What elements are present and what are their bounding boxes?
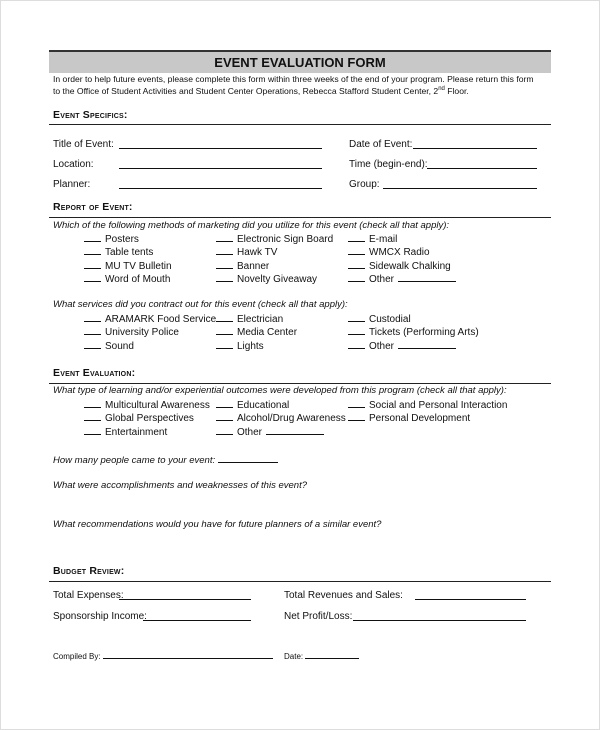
item-label: Novelty Giveaway bbox=[237, 273, 318, 285]
checklist-item bbox=[348, 232, 397, 245]
item-label: Custodial bbox=[369, 314, 411, 325]
check-blank[interactable] bbox=[348, 325, 365, 335]
check-blank[interactable] bbox=[84, 411, 101, 421]
check-blank[interactable] bbox=[84, 339, 101, 349]
budget-label: Total Revenues and Sales: bbox=[284, 590, 403, 601]
item-label: Global Perspectives bbox=[105, 413, 194, 425]
checklist-item bbox=[348, 398, 507, 411]
budget-input[interactable] bbox=[119, 590, 251, 600]
checklist-item bbox=[216, 272, 317, 285]
checklist-item bbox=[84, 259, 172, 272]
divider bbox=[49, 124, 551, 125]
item-label: Media Center bbox=[237, 327, 298, 339]
intro-sup: nd bbox=[438, 86, 445, 93]
intro-line-2 bbox=[53, 86, 469, 96]
item-label: Tickets (Performing Arts) bbox=[369, 327, 479, 339]
check-blank[interactable] bbox=[348, 259, 365, 269]
item-label: Banner bbox=[237, 260, 270, 272]
check-blank[interactable] bbox=[216, 398, 233, 408]
item-label: Hawk TV bbox=[237, 247, 278, 259]
check-blank[interactable] bbox=[216, 339, 233, 349]
field-label: Time (begin-end): bbox=[349, 159, 428, 170]
checklist-item bbox=[348, 411, 470, 424]
people-label: How many people came to your event: bbox=[53, 455, 216, 466]
check-blank[interactable] bbox=[84, 312, 101, 322]
report-heading: Report of Event: bbox=[53, 201, 133, 213]
item-label: Posters bbox=[105, 234, 139, 245]
item-label: E-mail bbox=[369, 234, 398, 245]
compiled-field[interactable] bbox=[103, 649, 273, 659]
item-label: Other bbox=[369, 340, 395, 352]
check-blank[interactable] bbox=[348, 398, 365, 408]
marketing-question: Which of the following methods of marketing did you utilize for this event (check all that apply): bbox=[53, 220, 450, 231]
intro-text: to the Office of Student Activities and Student Center Operations, Rebecca Stafford Student Center, 2 bbox=[53, 86, 439, 96]
date-field[interactable] bbox=[305, 649, 359, 659]
date-row bbox=[284, 649, 359, 661]
date-label: Date: bbox=[284, 652, 304, 661]
field-label: Date of Event: bbox=[349, 139, 413, 150]
check-blank[interactable] bbox=[348, 272, 365, 282]
check-blank[interactable] bbox=[84, 232, 101, 242]
budget-label: Total Expenses: bbox=[53, 590, 124, 601]
budget-heading: Budget Review: bbox=[53, 565, 125, 577]
checklist-item bbox=[216, 312, 283, 325]
check-blank[interactable] bbox=[348, 339, 365, 349]
checklist-item bbox=[216, 245, 277, 258]
field-input[interactable] bbox=[427, 159, 537, 169]
field-input[interactable] bbox=[119, 179, 322, 189]
field-label: Planner: bbox=[53, 179, 91, 190]
people-question bbox=[53, 453, 278, 466]
compiled-label: Compiled By: bbox=[53, 652, 101, 661]
item-label: Other bbox=[369, 273, 395, 285]
check-blank[interactable] bbox=[348, 411, 365, 421]
field-label: Location: bbox=[53, 159, 94, 170]
field-input[interactable] bbox=[383, 179, 537, 189]
check-blank[interactable] bbox=[216, 325, 233, 335]
intro-line-1: In order to help future events, please complete this form within three weeks of the end of your program. Please return this form bbox=[53, 74, 534, 84]
event-specifics-heading: Event Specifics: bbox=[53, 109, 128, 121]
checklist-item bbox=[216, 339, 264, 352]
item-label: Educational bbox=[237, 400, 290, 411]
check-blank[interactable] bbox=[84, 398, 101, 408]
checklist-item bbox=[348, 272, 456, 285]
item-label: Table tents bbox=[105, 247, 154, 259]
checklist-item bbox=[348, 339, 456, 352]
checklist-item bbox=[216, 411, 346, 424]
checklist-item bbox=[348, 312, 411, 325]
checklist-item bbox=[84, 411, 194, 424]
evaluation-heading: Event Evaluation: bbox=[53, 367, 136, 379]
other-field[interactable] bbox=[398, 339, 456, 349]
other-field[interactable] bbox=[398, 272, 456, 282]
check-blank[interactable] bbox=[348, 245, 365, 255]
check-blank[interactable] bbox=[84, 272, 101, 282]
check-blank[interactable] bbox=[348, 232, 365, 242]
divider bbox=[49, 383, 551, 384]
item-label: Entertainment bbox=[105, 426, 168, 438]
other-field[interactable] bbox=[266, 425, 324, 435]
field-input[interactable] bbox=[413, 139, 537, 149]
checklist-item bbox=[84, 339, 134, 352]
check-blank[interactable] bbox=[84, 425, 101, 435]
outcomes-question: What type of learning and/or experiential outcomes were developed from this program (check all that apply): bbox=[53, 385, 507, 396]
checklist-item bbox=[84, 245, 153, 258]
checklist-item bbox=[216, 325, 297, 338]
check-blank[interactable] bbox=[84, 259, 101, 269]
budget-input[interactable] bbox=[415, 590, 526, 600]
field-input[interactable] bbox=[119, 139, 322, 149]
checklist-item bbox=[84, 272, 170, 285]
checklist-item bbox=[216, 232, 333, 245]
check-blank[interactable] bbox=[216, 425, 233, 435]
item-label: Sound bbox=[105, 340, 134, 352]
item-label: University Police bbox=[105, 327, 179, 339]
item-label: WMCX Radio bbox=[369, 247, 430, 259]
item-label: Word of Mouth bbox=[105, 273, 171, 285]
people-field[interactable] bbox=[218, 453, 278, 463]
item-label: Lights bbox=[237, 340, 264, 352]
checklist-item bbox=[216, 425, 324, 438]
item-label: Other bbox=[237, 426, 263, 438]
check-blank[interactable] bbox=[216, 312, 233, 322]
budget-input[interactable] bbox=[143, 611, 251, 621]
accomplish-question: What were accomplishments and weaknesses of this event? bbox=[53, 480, 307, 491]
item-label: Personal Development bbox=[369, 413, 471, 425]
check-blank[interactable] bbox=[216, 232, 233, 242]
item-label: MU TV Bulletin bbox=[105, 260, 172, 272]
item-label: Social and Personal Interaction bbox=[369, 400, 508, 411]
checklist-item bbox=[84, 232, 139, 245]
divider bbox=[49, 581, 551, 582]
checklist-item bbox=[84, 425, 167, 438]
field-label: Title of Event: bbox=[53, 139, 114, 150]
field-label: Group: bbox=[349, 179, 380, 190]
checklist-item bbox=[84, 325, 179, 338]
compiled-row bbox=[53, 649, 273, 661]
checklist-item bbox=[84, 398, 210, 411]
check-blank[interactable] bbox=[84, 325, 101, 335]
checklist-item bbox=[348, 259, 451, 272]
checklist-item bbox=[216, 259, 269, 272]
check-blank[interactable] bbox=[84, 245, 101, 255]
services-question: What services did you contract out for this event (check all that apply): bbox=[53, 299, 348, 310]
checklist-item bbox=[348, 325, 479, 338]
item-label: Electrician bbox=[237, 314, 284, 325]
check-blank[interactable] bbox=[216, 411, 233, 421]
budget-label: Net Profit/Loss: bbox=[284, 611, 353, 622]
check-blank[interactable] bbox=[216, 245, 233, 255]
budget-input[interactable] bbox=[353, 611, 526, 621]
check-blank[interactable] bbox=[348, 312, 365, 322]
checklist-item bbox=[348, 245, 430, 258]
checklist-item bbox=[216, 398, 289, 411]
item-label: Alcohol/Drug Awareness bbox=[237, 413, 346, 425]
divider bbox=[49, 217, 551, 218]
check-blank[interactable] bbox=[216, 272, 233, 282]
budget-label: Sponsorship Income: bbox=[53, 611, 147, 622]
check-blank[interactable] bbox=[216, 259, 233, 269]
field-input[interactable] bbox=[119, 159, 322, 169]
item-label: Electronic Sign Board bbox=[237, 234, 334, 245]
item-label: Sidewalk Chalking bbox=[369, 260, 451, 272]
intro-end: Floor. bbox=[444, 86, 469, 96]
recommend-question: What recommendations would you have for future planners of a similar event? bbox=[53, 519, 382, 530]
item-label: Multicultural Awareness bbox=[105, 400, 210, 411]
checklist-item bbox=[84, 312, 216, 325]
form-title: EVENT EVALUATION FORM bbox=[49, 50, 551, 73]
item-label: ARAMARK Food Service bbox=[105, 314, 217, 325]
